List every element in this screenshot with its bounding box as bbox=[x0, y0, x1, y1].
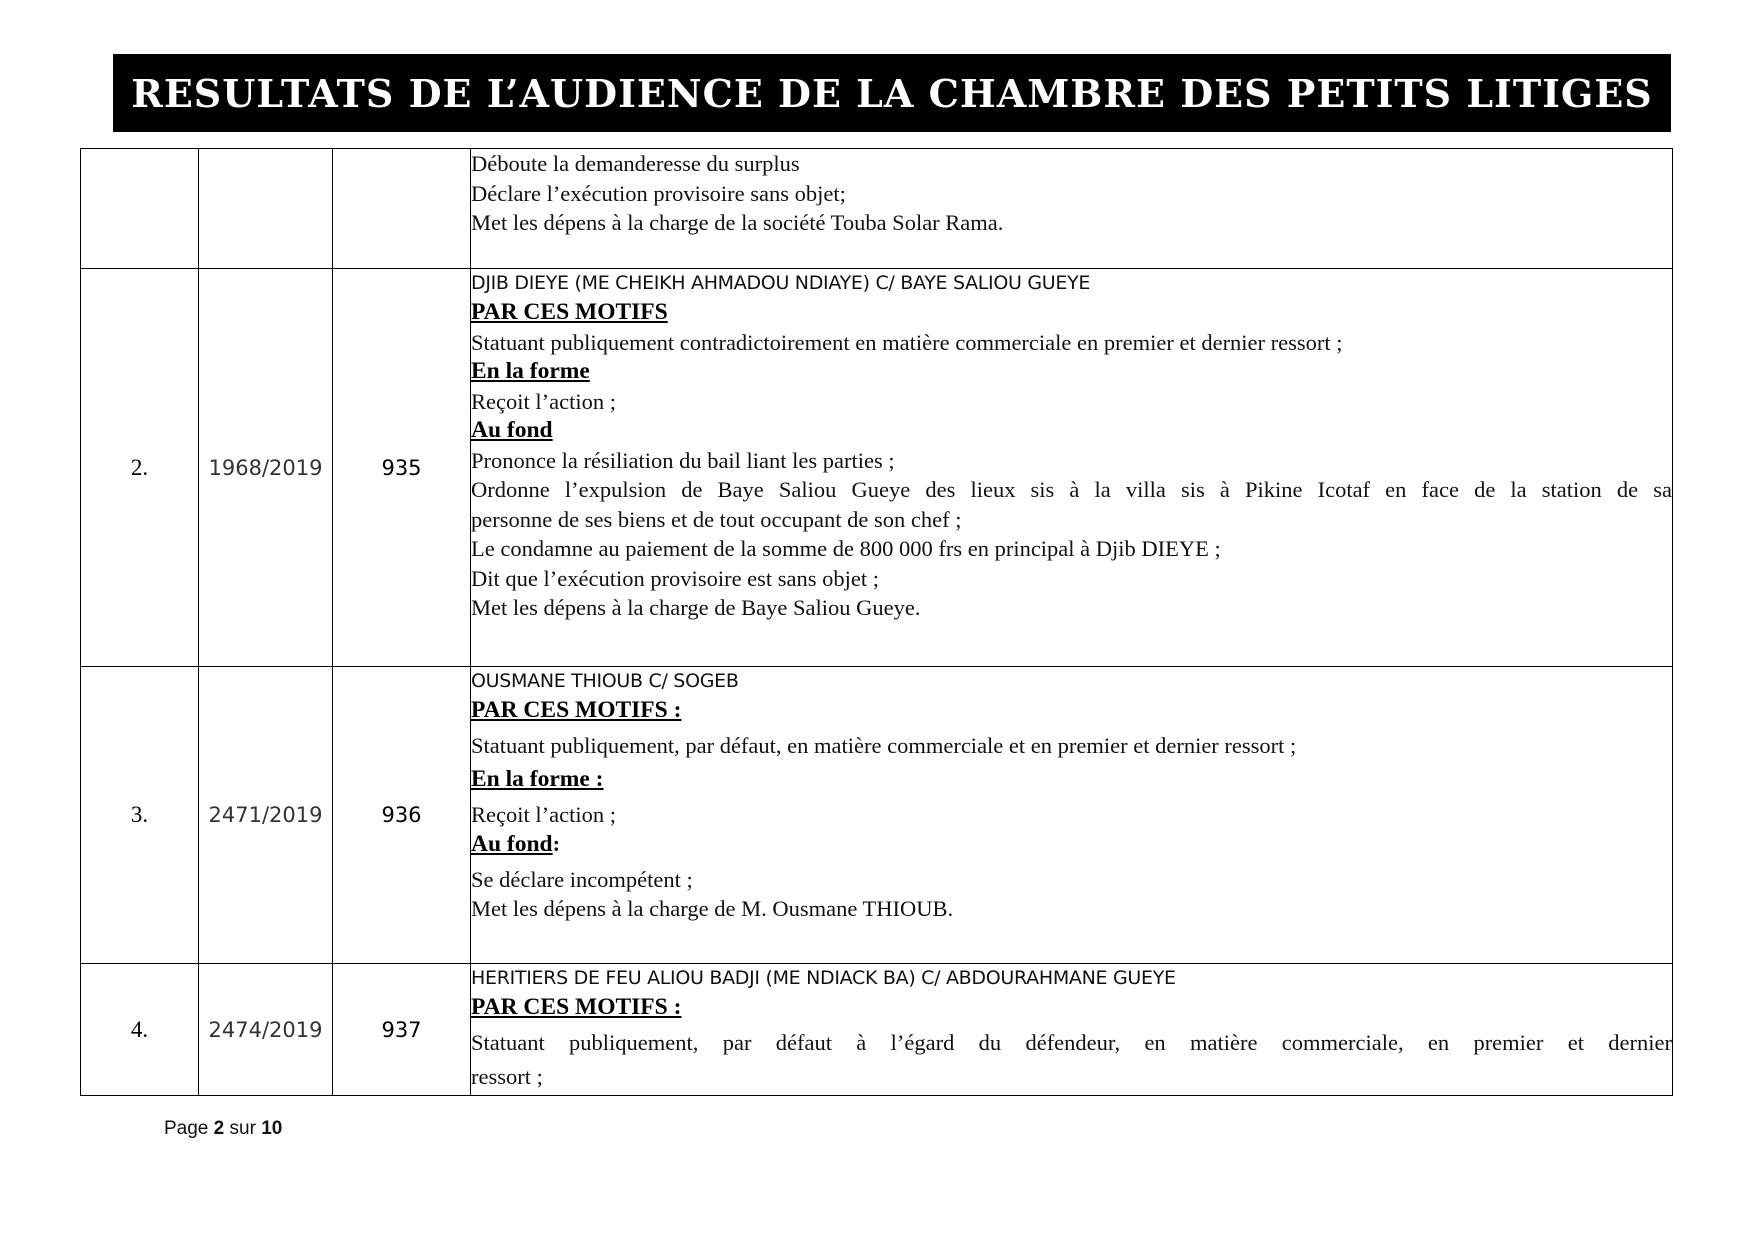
fond-line: personne de ses biens et de tout occupant de son chef ; bbox=[471, 506, 962, 532]
page-title-banner bbox=[113, 54, 1671, 132]
statuant-line: Statuant publiquement, par défaut, en matière commerciale et en premier et dernier ressort ; bbox=[471, 732, 1297, 758]
table-row bbox=[81, 149, 1673, 269]
fond-heading: Au fond bbox=[471, 417, 553, 443]
row-number-cell bbox=[81, 149, 199, 269]
ruling-cell bbox=[471, 964, 1673, 1096]
ruling-cell bbox=[471, 667, 1673, 964]
forme-text: Reçoit l’action ; bbox=[471, 388, 616, 414]
table-row bbox=[81, 269, 1673, 667]
case-ref-cell bbox=[199, 149, 333, 269]
page-title: RESULTATS DE L’AUDIENCE DE LA CHAMBRE DES PETITS LITIGES bbox=[131, 70, 1653, 116]
motifs-heading: PAR CES MOTIFS bbox=[471, 299, 668, 325]
fond-line: Se déclare incompétent ; bbox=[471, 866, 693, 892]
case-parties: OUSMANE THIOUB C/ SOGEB bbox=[471, 670, 739, 692]
case-parties: DJIB DIEYE (ME CHEIKH AHMADOU NDIAYE) C/ BAYE SALIOU GUEYE bbox=[471, 272, 1091, 294]
case-ref-cell: 2471/2019 bbox=[199, 667, 333, 964]
fond-line: Met les dépens à la charge de M. Ousmane THIOUB. bbox=[471, 896, 954, 921]
decision-number-cell: 937 bbox=[333, 964, 471, 1096]
fond-line: Ordonne l’expulsion de Baye Saliou Gueye des lieux sis à la villa sis à Pikine Icotaf en face de la station de sa bbox=[471, 477, 1672, 502]
fond-line: Dit que l’exécution provisoire est sans objet ; bbox=[471, 565, 880, 591]
ruling-line: Déclare l’exécution provisoire sans objet; bbox=[471, 180, 846, 206]
fond-line: Met les dépens à la charge de Baye Saliou Gueye. bbox=[471, 595, 921, 620]
forme-heading: En la forme : bbox=[471, 766, 604, 792]
statuant-line: ressort ; bbox=[471, 1064, 543, 1089]
page-sep: sur bbox=[229, 1118, 256, 1139]
fond-line: Prononce la résiliation du bail liant les parties ; bbox=[471, 447, 895, 473]
fond-line: Le condamne au paiement de la somme de 800 000 frs en principal à Djib DIEYE ; bbox=[471, 536, 1221, 561]
decision-number-cell: 935 bbox=[333, 269, 471, 667]
fond-heading-colon: : bbox=[552, 831, 561, 856]
table-row bbox=[81, 667, 1673, 964]
fond-heading-line bbox=[471, 829, 1672, 860]
page-footer bbox=[164, 1118, 282, 1140]
current-page: 2 bbox=[213, 1118, 225, 1139]
row-number-cell: 2. bbox=[81, 269, 199, 667]
forme-heading: En la forme bbox=[471, 358, 590, 384]
page-label: Page bbox=[164, 1118, 209, 1139]
ruling-line: Déboute la demanderesse du surplus bbox=[471, 151, 800, 176]
decision-number-cell: 936 bbox=[333, 667, 471, 964]
statuant-line: Statuant publiquement, par défaut à l’égard du défendeur, en matière commerciale, en premier et dernier bbox=[471, 1029, 1672, 1055]
total-pages: 10 bbox=[261, 1118, 283, 1139]
ruling-cell bbox=[471, 269, 1673, 667]
case-ref-cell: 1968/2019 bbox=[199, 269, 333, 667]
table-row bbox=[81, 964, 1673, 1096]
case-ref-cell: 2474/2019 bbox=[199, 964, 333, 1096]
row-number-cell: 3. bbox=[81, 667, 199, 964]
forme-text: Reçoit l’action ; bbox=[471, 801, 616, 827]
case-parties: HERITIERS DE FEU ALIOU BADJI (ME NDIACK BA) C/ ABDOURAHMANE GUEYE bbox=[471, 967, 1176, 989]
ruling-line: Met les dépens à la charge de la société Touba Solar Rama. bbox=[471, 210, 1004, 235]
results-table bbox=[80, 148, 1673, 1096]
motifs-heading: PAR CES MOTIFS : bbox=[471, 994, 682, 1020]
ruling-cell bbox=[471, 149, 1673, 269]
fond-heading: Au fond bbox=[471, 831, 553, 857]
statuant-line: Statuant publiquement contradictoirement en matière commerciale en premier et dernier ressort ; bbox=[471, 329, 1343, 355]
row-number-cell: 4. bbox=[81, 964, 199, 1096]
decision-number-cell bbox=[333, 149, 471, 269]
motifs-heading: PAR CES MOTIFS : bbox=[471, 697, 682, 723]
